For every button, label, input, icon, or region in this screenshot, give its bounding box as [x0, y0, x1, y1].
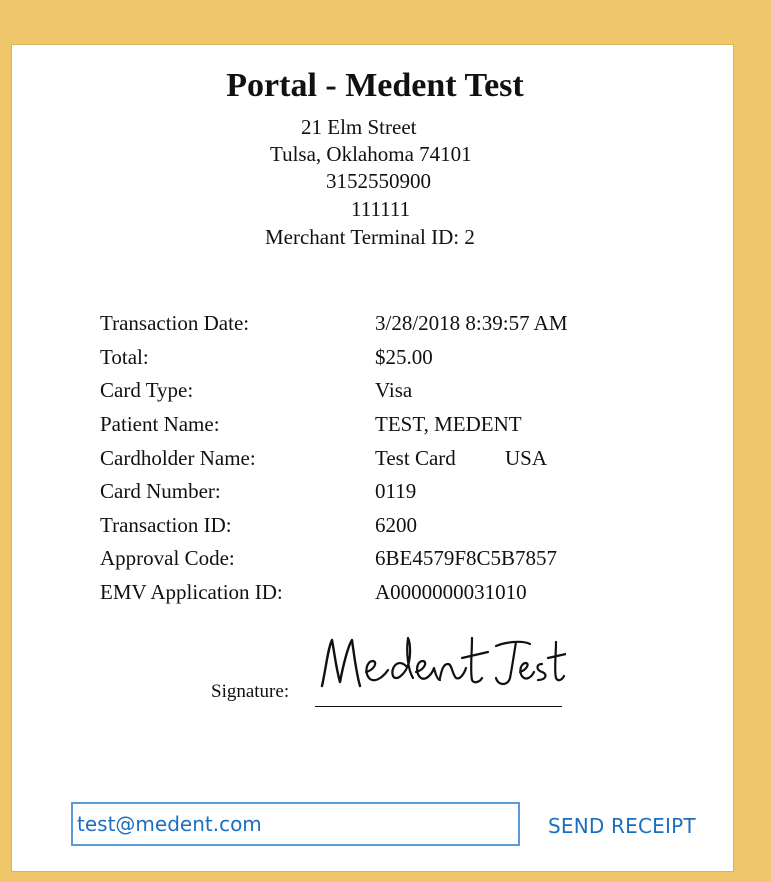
field-label: Cardholder Name: — [100, 446, 256, 470]
field-value: 6200 — [375, 513, 417, 537]
address-merchant-number: 111111 — [351, 197, 411, 221]
field-label: Patient Name: — [100, 412, 220, 436]
field-cardholder-name — [100, 443, 700, 473]
field-label: Transaction ID: — [100, 513, 232, 537]
receipt-title: Portal - Medent Test — [226, 67, 524, 104]
field-label: Card Number: — [100, 479, 221, 503]
field-value: 0119 — [375, 479, 417, 503]
field-emv-application-id — [100, 577, 700, 607]
field-approval-code — [100, 543, 700, 573]
field-value: TEST, MEDENT — [375, 412, 522, 436]
address-phone: 3152550900 — [326, 169, 431, 193]
field-label: EMV Application ID: — [100, 580, 283, 604]
field-label: Transaction Date: — [100, 311, 250, 335]
field-value: Visa — [375, 378, 413, 402]
signature-label: Signature: — [211, 681, 290, 702]
field-value: $25.00 — [375, 345, 433, 369]
signature-image — [316, 628, 566, 700]
email-input[interactable] — [71, 802, 520, 846]
send-receipt-button[interactable]: SEND RECEIPT — [548, 809, 696, 843]
field-label: Approval Code: — [100, 546, 235, 570]
address-city: Tulsa, Oklahoma 74101 — [270, 142, 472, 166]
field-total — [100, 342, 700, 372]
field-value: 3/28/2018 8:39:57 AM — [375, 311, 568, 335]
field-label: Card Type: — [100, 378, 194, 402]
field-value: A0000000031010 — [375, 580, 527, 604]
field-value: Test Card — [375, 446, 456, 470]
field-patient-name — [100, 409, 700, 439]
merchant-terminal-id: Merchant Terminal ID: 2 — [265, 225, 475, 249]
address-street: 21 Elm Street — [301, 115, 417, 139]
field-value: 6BE4579F8C5B7857 — [375, 546, 558, 570]
field-transaction-id — [100, 510, 700, 540]
field-label: Total: — [100, 345, 149, 369]
field-value-country: USA — [505, 446, 548, 470]
field-transaction-date — [100, 308, 700, 338]
field-card-number — [100, 476, 700, 506]
signature-line — [315, 706, 562, 707]
field-card-type — [100, 375, 700, 405]
